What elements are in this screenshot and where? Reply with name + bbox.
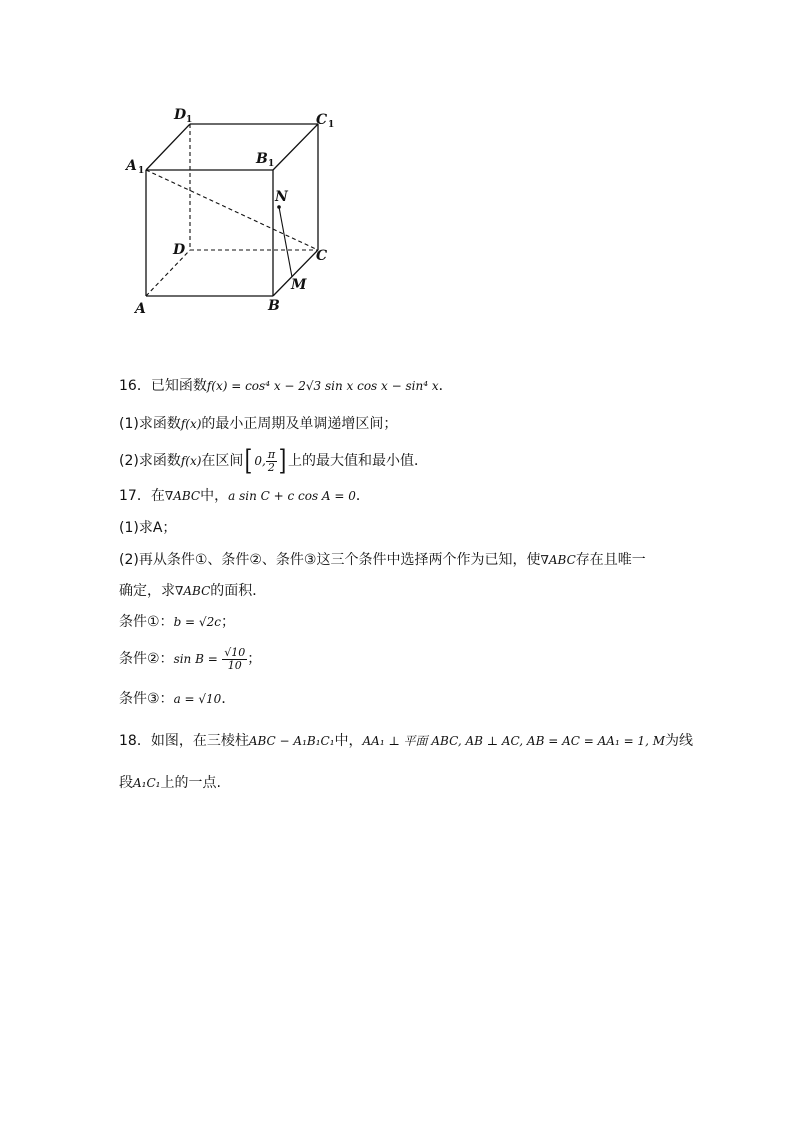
cond1-formula: b = √2c xyxy=(173,615,221,629)
label-n: N xyxy=(275,189,288,205)
q17-condition-1 xyxy=(119,612,235,632)
label-b1-sub: 1 xyxy=(268,159,275,169)
q17-part2-line1 xyxy=(119,550,646,570)
segment-a1c xyxy=(146,170,318,250)
label-c1-sub: 1 xyxy=(328,120,335,130)
interval-left: 0, xyxy=(254,454,266,468)
q18-line2 xyxy=(119,773,221,793)
q18-line1-prefix: 18．如图，在三棱柱 xyxy=(119,733,249,749)
cond3-formula: a = √10 xyxy=(173,692,222,706)
q17-part2-line2-suffix: 的面积． xyxy=(210,583,267,599)
q17-stem-suffix: ． xyxy=(355,488,370,504)
q17-part2-line1-suffix: 存在且唯一 xyxy=(575,552,646,568)
label-d1-sub: 1 xyxy=(186,115,193,125)
q17-stem-mid: 中， xyxy=(200,488,229,504)
cube-diagram xyxy=(118,100,358,325)
q16-part2-fx: f(x) xyxy=(180,454,202,468)
label-d: D xyxy=(173,242,186,258)
q18-formula-conditions: AA₁ ⊥ 平面 ABC, AB ⊥ AC, AB = AC = AA₁ = 1, M xyxy=(362,734,665,748)
edge-a1d1 xyxy=(146,124,190,170)
q16-part2-prefix: (2)求函数 xyxy=(119,453,181,469)
segment-nm xyxy=(279,207,292,277)
cond2-formula-prefix: sin B = xyxy=(173,652,218,666)
q16-stem-formula: f(x) = cos⁴ x − 2√3 sin x cos x − sin⁴ x xyxy=(206,379,439,393)
q17-stem xyxy=(119,486,370,506)
q16-part1-prefix: (1)求函数 xyxy=(119,416,181,432)
q17-part2-line2-prefix: 确定，求 xyxy=(119,583,175,599)
q18-line1-suffix: 为线 xyxy=(665,733,693,749)
q17-triangle: ∇ABC xyxy=(164,489,201,503)
label-c: C xyxy=(316,248,328,264)
label-a1: A xyxy=(126,158,137,174)
q16-part1 xyxy=(119,414,397,434)
point-n xyxy=(277,205,281,209)
interval-num: π xyxy=(267,447,276,461)
cond3-end: ． xyxy=(221,691,236,707)
cond2-end: ； xyxy=(247,651,262,667)
q17-stem-formula: a sin C + c cos A = 0 xyxy=(228,489,356,503)
cond1-label: 条件①： xyxy=(119,614,174,630)
cond2-label: 条件②： xyxy=(119,651,174,667)
q16-part1-suffix: 的最小正周期及单调递增区间； xyxy=(201,416,398,432)
q17-part2-line1-prefix: (2)再从条件①、条件②、条件③这三个条件中选择两个作为已知，使 xyxy=(119,552,541,568)
q17-stem-prefix: 17．在 xyxy=(119,488,165,504)
interval-open-bracket: [ xyxy=(245,444,253,477)
cond1-end: ； xyxy=(220,614,235,630)
q18-line2-suffix: 上的一点. xyxy=(160,775,221,791)
q16-part1-fx: f(x) xyxy=(180,417,202,431)
q17-condition-3 xyxy=(119,689,235,709)
q18-line2-prefix: 段 xyxy=(119,775,133,791)
label-c1: C xyxy=(316,112,328,128)
cond2-num: √10 xyxy=(224,645,246,659)
cond3-label: 条件③： xyxy=(119,691,174,707)
cond2-fraction xyxy=(222,647,247,672)
cube-figure xyxy=(118,100,358,325)
interval-den: 2 xyxy=(267,460,275,474)
q18-line1-mid: 中， xyxy=(334,733,363,749)
q16-stem-suffix: ． xyxy=(438,378,453,394)
cond2-den: 10 xyxy=(227,658,242,672)
q18-line1 xyxy=(119,731,693,751)
label-b1: B xyxy=(256,151,268,167)
q16-part2-mid: 在区间 xyxy=(201,453,244,469)
q17-condition-2 xyxy=(119,644,261,674)
label-a1-sub: 1 xyxy=(138,166,145,176)
q17-part2-line1-triangle: ∇ABC xyxy=(540,553,576,567)
q18-line2-formula: A₁C₁ xyxy=(133,776,161,790)
interval-fraction xyxy=(266,449,277,474)
edge-b1c1 xyxy=(273,124,318,170)
label-d1: D xyxy=(174,107,187,123)
label-a: A xyxy=(135,301,146,317)
q16-stem-prefix: 16．已知函数 xyxy=(119,378,207,394)
label-m: M xyxy=(291,277,307,293)
q16-part2-suffix: 上的最大值和最小值． xyxy=(287,453,428,469)
label-b: B xyxy=(268,298,280,314)
interval-close-bracket: ] xyxy=(278,444,287,477)
q17-part1: (1)求A； xyxy=(119,520,177,536)
q17-part2-line2-triangle: ∇ABC xyxy=(175,584,211,598)
q18-formula-prism: ABC − A₁B₁C₁ xyxy=(248,734,335,748)
q16-part2 xyxy=(119,444,428,477)
q17-part2-line2 xyxy=(119,581,266,601)
q16-stem xyxy=(119,376,453,396)
